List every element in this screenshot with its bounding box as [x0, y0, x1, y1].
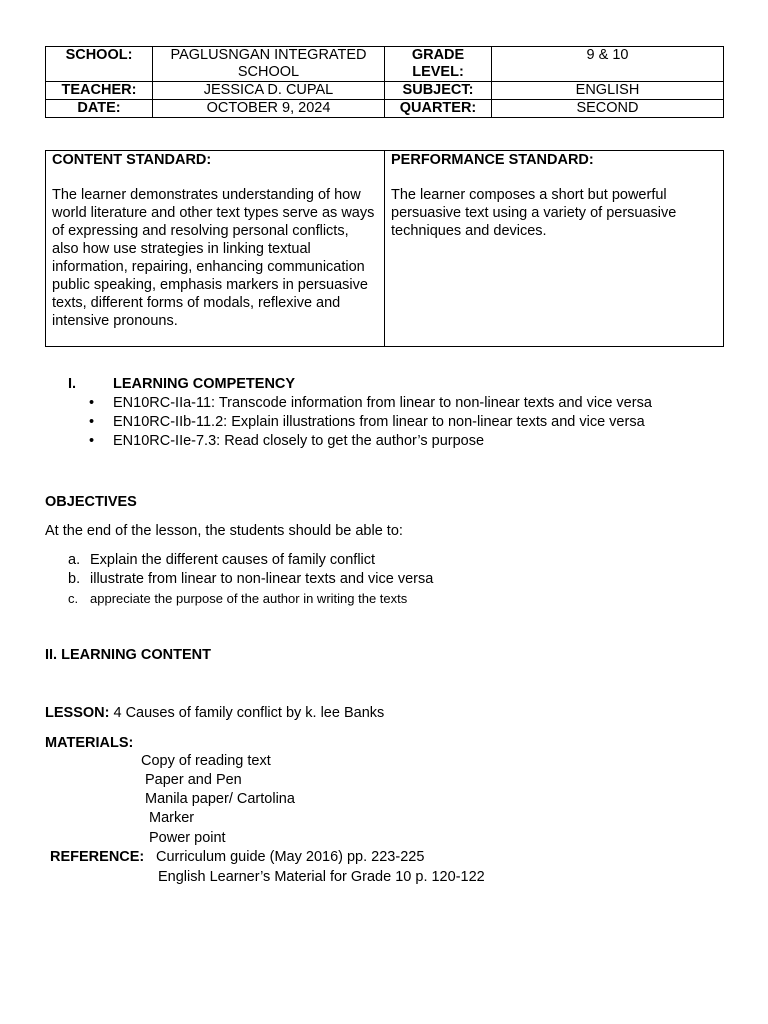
material-item: Power point: [149, 830, 226, 846]
grade-level-label: GRADE LEVEL:: [385, 47, 492, 82]
material-item: Paper and Pen: [145, 772, 242, 788]
lesson-line: [45, 704, 384, 722]
list-marker: b.: [68, 571, 81, 587]
objectives-list: [68, 551, 433, 608]
subject-label: SUBJECT:: [385, 82, 492, 100]
school-value: PAGLUSNGAN INTEGRATED SCHOOL: [153, 47, 385, 82]
header-info-table: [45, 46, 724, 118]
reference-item: English Learner’s Material for Grade 10 p. 120-122: [158, 869, 485, 885]
list-item: [89, 413, 652, 432]
reference-label: REFERENCE:: [50, 849, 145, 865]
grade-level-value: 9 & 10: [492, 47, 724, 82]
list-item: [68, 570, 433, 589]
lesson-text: 4 Causes of family conflict by k. lee Banks: [109, 705, 385, 721]
list-item: [68, 589, 433, 608]
list-item: [89, 394, 652, 413]
list-marker: c.: [68, 591, 79, 606]
table-row: [46, 151, 724, 347]
material-item: Copy of reading text: [141, 753, 271, 769]
objectives-intro: At the end of the lesson, the students should be able to:: [45, 523, 403, 539]
content-standard-text: The learner demonstrates understanding of how world literature and other text types serve as ways of expressing and resolving personal conflicts, also how use strategies in linking textual information, repairing, enhancing communication public speaking, emphasis markers in persuasive texts, different forms of modals, reflexive and intensive pronouns.: [52, 187, 375, 329]
competency-numeral: I.: [68, 376, 77, 392]
list-item: [89, 432, 652, 451]
performance-standard-cell: [385, 151, 724, 347]
content-standard-heading: CONTENT STANDARD:: [52, 152, 212, 168]
teacher-label: TEACHER:: [46, 82, 153, 100]
competency-heading: LEARNING COMPETENCY: [113, 376, 296, 392]
lesson-label: LESSON:: [45, 705, 110, 721]
content-standard-cell: [46, 151, 385, 347]
objective-text: illustrate from linear to non-linear texts and vice versa: [90, 571, 434, 587]
bullet-icon: •: [89, 433, 95, 449]
quarter-label: QUARTER:: [385, 100, 492, 118]
teacher-value: JESSICA D. CUPAL: [153, 82, 385, 100]
table-row: [46, 47, 724, 82]
competency-item-text: EN10RC-IIb-11.2: Explain illustrations from linear to non-linear texts and vice versa: [113, 414, 645, 430]
reference-item: Curriculum guide (May 2016) pp. 223-225: [156, 849, 425, 865]
material-item: Manila paper/ Cartolina: [145, 791, 295, 807]
objectives-heading: OBJECTIVES: [45, 494, 137, 510]
bullet-icon: •: [89, 395, 95, 411]
date-label: DATE:: [46, 100, 153, 118]
table-row: [46, 100, 724, 118]
competency-item-text: EN10RC-IIe-7.3: Read closely to get the author’s purpose: [113, 433, 485, 449]
bullet-icon: •: [89, 414, 95, 430]
list-item: [68, 551, 433, 570]
quarter-value: SECOND: [492, 100, 724, 118]
material-item: Marker: [149, 810, 195, 826]
learning-content-heading: II. LEARNING CONTENT: [45, 647, 211, 663]
list-marker: a.: [68, 552, 81, 568]
date-value: OCTOBER 9, 2024: [153, 100, 385, 118]
school-label: SCHOOL:: [46, 47, 153, 82]
objective-text: Explain the different causes of family conflict: [90, 552, 376, 568]
materials-label: MATERIALS:: [45, 735, 134, 751]
objective-text: appreciate the purpose of the author in writing the texts: [90, 591, 408, 606]
subject-value: ENGLISH: [492, 82, 724, 100]
performance-standard-text: The learner composes a short but powerful persuasive text using a variety of persuasive techniques and devices.: [391, 187, 677, 239]
standards-table: [45, 150, 724, 347]
competency-item-text: EN10RC-IIa-11: Transcode information from linear to non-linear texts and vice versa: [113, 395, 652, 411]
performance-standard-heading: PERFORMANCE STANDARD:: [391, 152, 594, 168]
competency-list: [89, 394, 652, 451]
table-row: [46, 82, 724, 100]
